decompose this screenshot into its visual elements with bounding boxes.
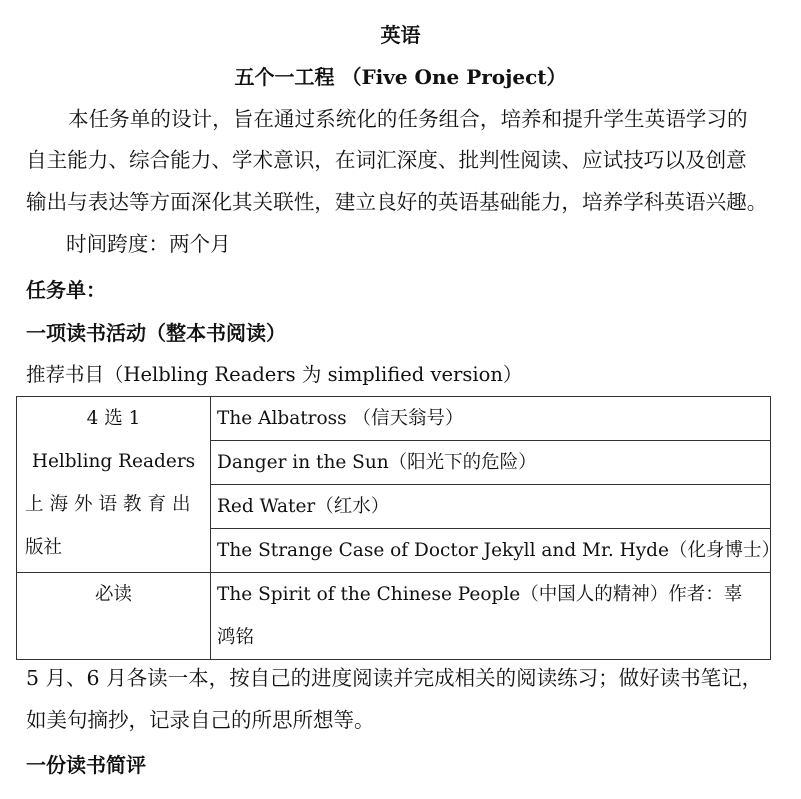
series-label: Helbling Readers (31, 451, 196, 472)
duration-text: 时间跨度：两个月 (66, 232, 231, 256)
publisher-label-2: 版社 (25, 537, 63, 558)
subject-title: 英语 (380, 23, 421, 47)
book-item: Red Water（红水） (211, 485, 771, 529)
book-item: Danger in the Sun（阳光下的危险） (211, 441, 771, 485)
required-book-line-1: The Spirit of the Chinese People（中国人的精神）作者：辜 (217, 584, 743, 605)
publisher-label-1: 上海外语教育出 (25, 494, 197, 515)
reading-instructions-line-1: 5 月、6 月各读一本，按自己的进度阅读并完成相关的阅读练习；做好读书笔记， (26, 666, 763, 690)
book-table (16, 396, 780, 660)
recommended-books-label: 推荐书目（Helbling Readers 为 simplified version） (26, 363, 523, 386)
task-list-label: 任务单： (26, 278, 106, 302)
book-item: The Albatross （信天翁号） (211, 397, 771, 441)
required-label: 必读 (17, 573, 211, 660)
reading-instructions-line-2: 如美句摘抄，记录自己的所思所想等。 (26, 708, 375, 732)
project-title: 五个一工程 （Five One Project） (234, 65, 567, 89)
required-book-line-2: 鸿铭 (217, 627, 255, 648)
intro-line-2: 自主能力、综合能力、学术意识，在词汇深度、批判性阅读、应试技巧以及创意 (26, 148, 747, 172)
intro-line-3: 输出与表达等方面深化其关联性，建立良好的英语基础能力，培养学科英语兴趣。 (26, 190, 768, 214)
section-review-title: 一份读书简评 (26, 753, 146, 777)
choose-count-label: 4 选 1 (86, 408, 141, 429)
section-reading-title: 一项读书活动（整本书阅读） (26, 321, 286, 345)
choose-group-cell (17, 397, 211, 573)
intro-line-1: 本任务单的设计，旨在通过系统化的任务组合，培养和提升学生英语学习的 (68, 107, 748, 131)
required-book (211, 573, 771, 660)
book-item: The Strange Case of Doctor Jekyll and Mr. Hyde（化身博士） (211, 529, 771, 573)
